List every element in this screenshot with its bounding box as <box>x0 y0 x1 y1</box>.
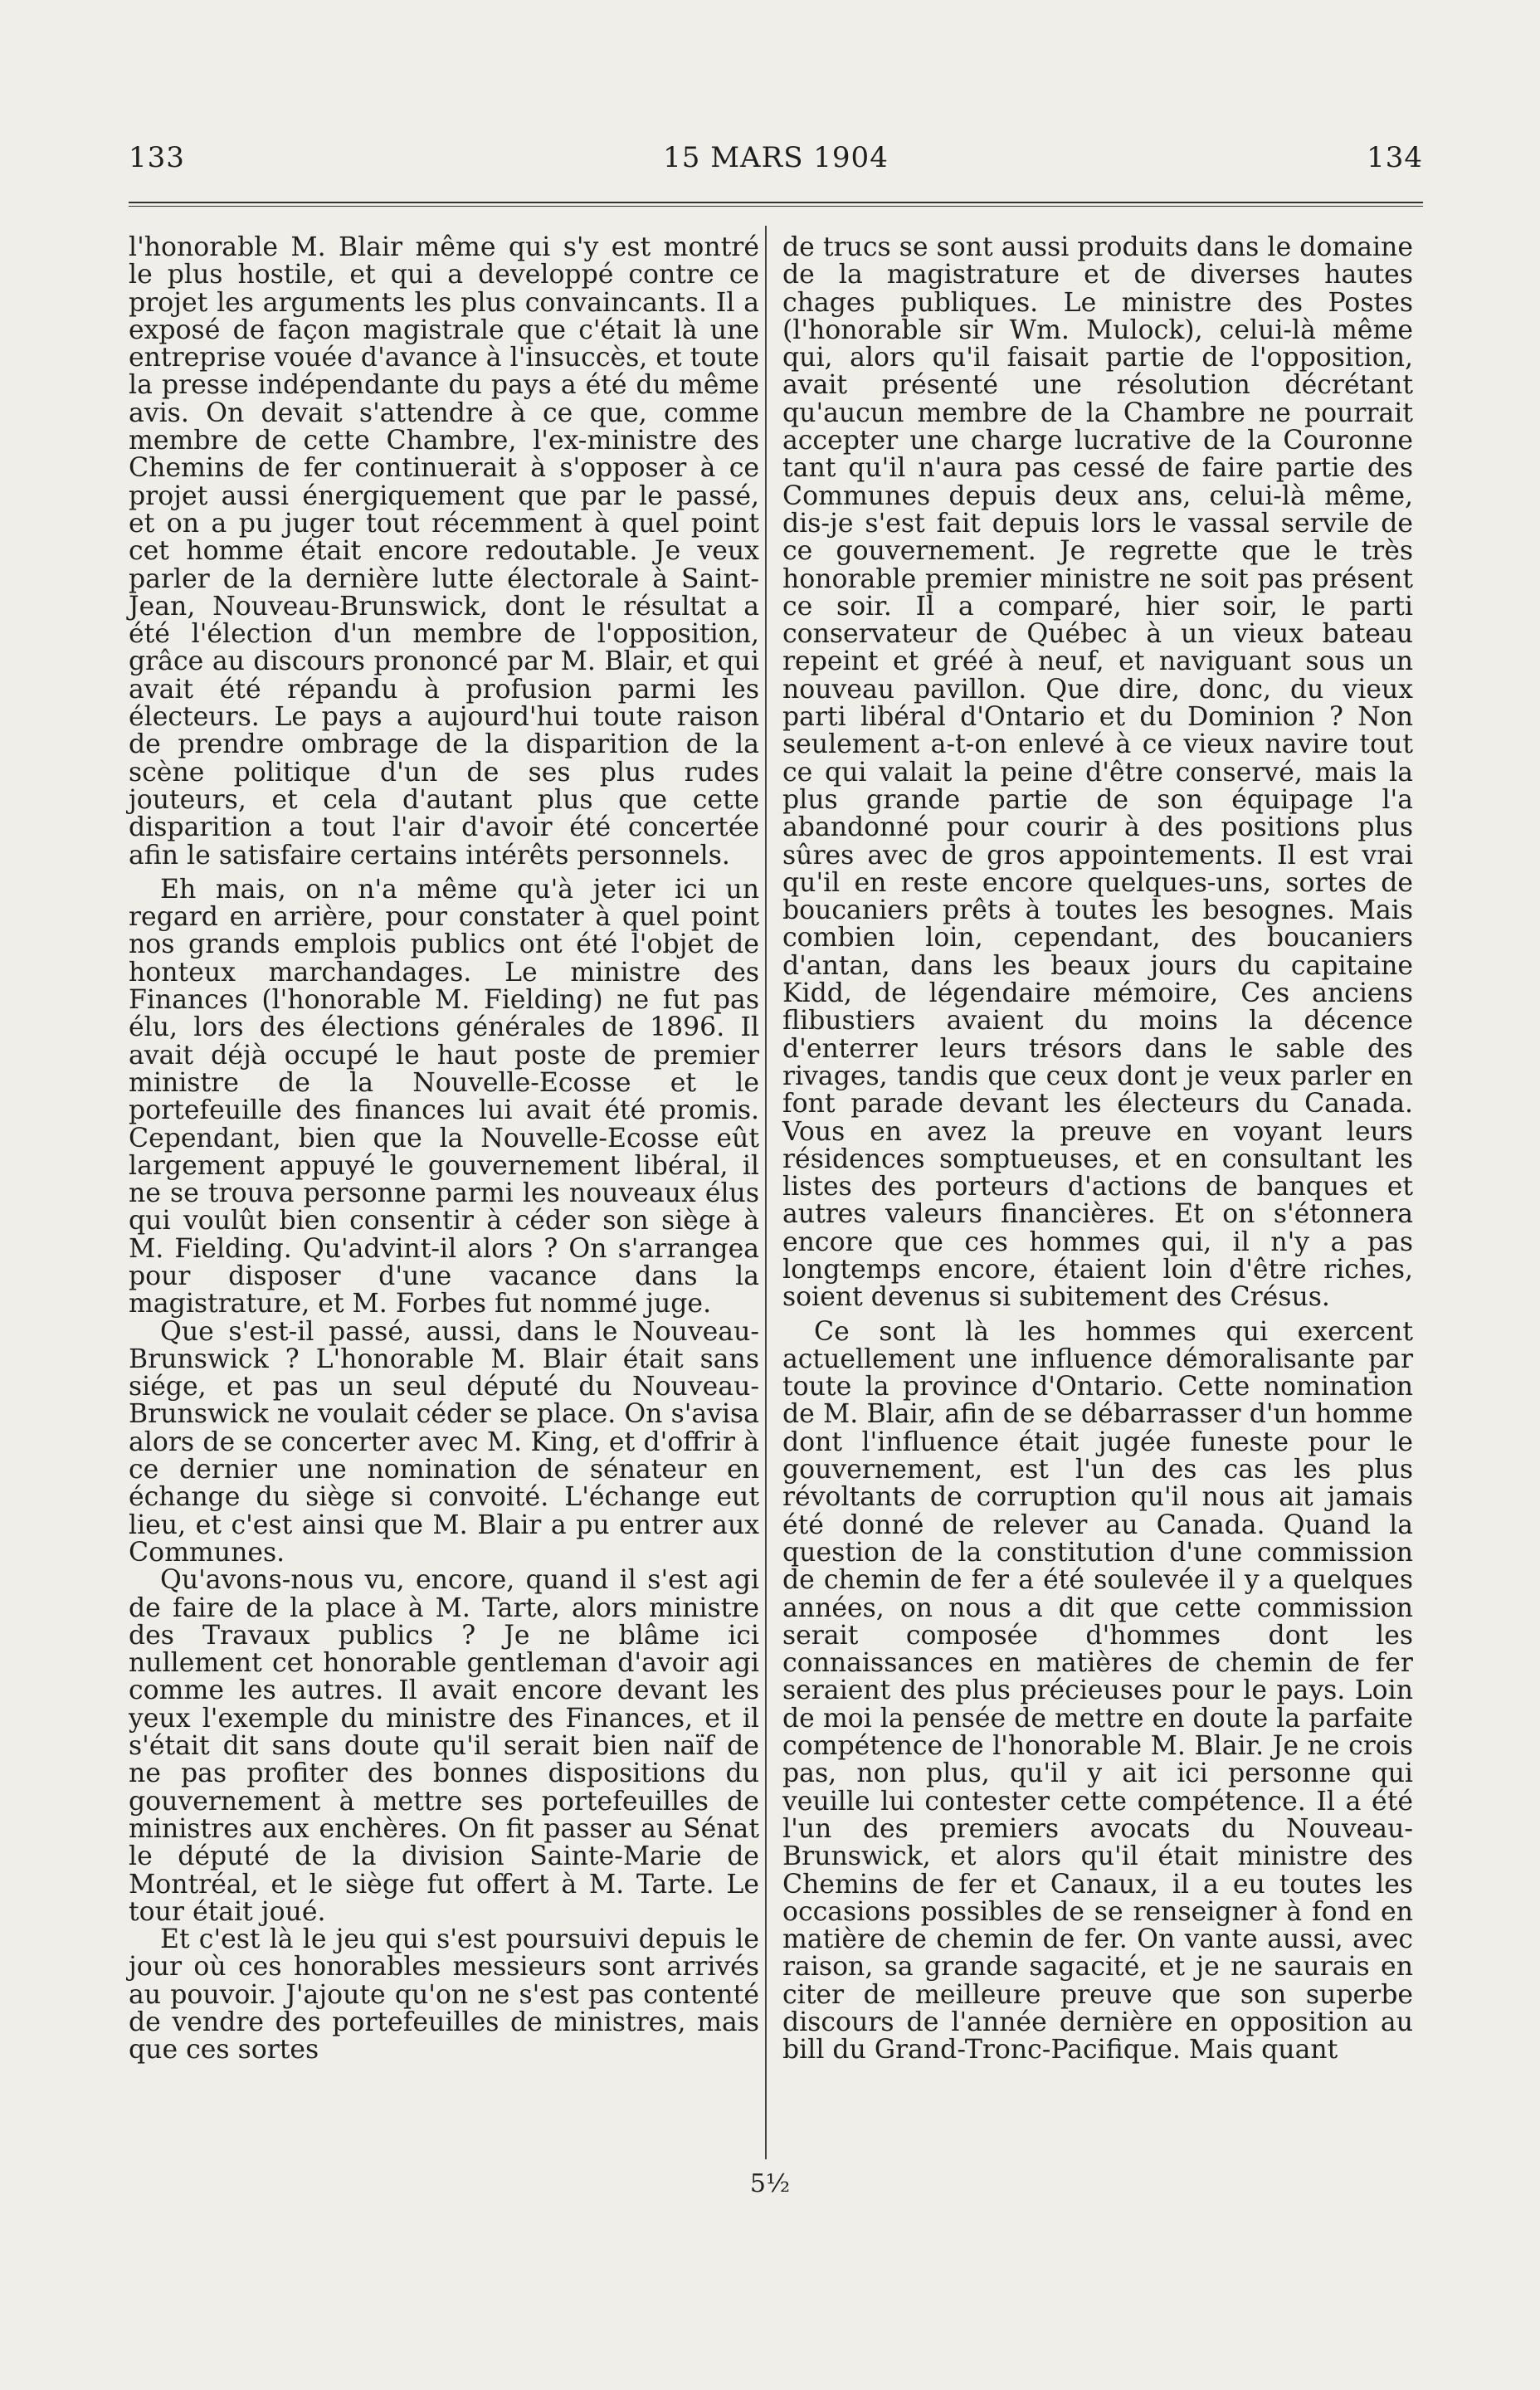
paragraph: Et c'est là le jeu qui s'est poursuivi depuis le jour où ces honorables messieurs sont arrivés au pouvoir. J'ajoute qu'on ne s'est pas contenté de vendre des portefeuilles de ministres, mais que ces sortes <box>129 1924 759 2066</box>
paragraph: Ce sont là les hommes qui exercent actuellement une influence démoralisante par toute la province d'Ontario. Cette nomination de M. Blair, afin de se débarrasser d'un homme dont l'influence était jugée funeste pour le gouvernement, est l'un des cas les plus révoltants de corruption qu'il nous ait jamais été donné de relever au Canada. Quand la question de la constitution d'une commission de chemin de fer a été soulevée il y a quelques années, on nous a dit que cette commission serait composée d'hommes dont les connaissances en matières de chemin de fer seraient des plus précieuses pour le pays. Loin de moi la pensée de mettre en doute la parfaite compétence de l'honorable M. Blair. Je ne crois pas, non plus, qu'il y ait ici personne qui veuille lui contester cette compétence. Il a été l'un des premiers avocats du Nouveau-Brunswick, et alors qu'il était ministre des Chemins de fer et Canaux, il a eu toutes les occasions possibles de se renseigner à fond en matière de chemin de fer. On vante aussi, avec raison, sa grande sagacité, et je ne saurais en citer de meilleure preuve que son superbe discours de l'année dernière en opposition au bill du Grand-Tronc-Pacifique. Mais quant <box>782 1316 1413 2066</box>
signature-mark: 5½ <box>749 2169 791 2198</box>
page-number-left: 133 <box>129 141 185 174</box>
page-number-right: 134 <box>1367 141 1423 174</box>
left-column <box>129 234 759 2065</box>
page-header <box>129 141 1423 183</box>
paragraph: de trucs se sont aussi produits dans le domaine de la magistrature et de diverses hautes chages publiques. Le ministre des Postes (l'honorable sir Wm. Mulock), celui-là même qui, alors qu'il faisait partie de l'opposition, avait présenté une résolution décrétant qu'aucun membre de la Chambre ne pourrait accepter une charge lucrative de la Couronne tant qu'il n'aura pas cessé de faire partie des Communes depuis deux ans, celui-là même, dis-je s'est fait depuis lors le vassal servile de ce gouvernement. Je regrette que le très honorable premier ministre ne soit pas présent ce soir. Il a comparé, hier soir, le parti conservateur de Québec à un vieux bateau repeint et gréé à neuf, et naviguant sous un nouveau pavillon. Que dire, donc, du vieux parti libéral d'Ontario et du Dominion ? Non seulement a-t-on enlevé à ce vieux navire tout ce qui valait la peine d'être conservé, mais la plus grande partie de son équipage l'a abandonné pour courir à des positions plus sûres avec de gros appointements. Il est vrai qu'il en reste encore quelques-uns, sortes de boucaniers prêts à toutes les besognes. Mais combien loin, cependant, des boucaniers d'antan, dans les beaux jours du capitaine Kidd, de légendaire mémoire, Ces anciens flibustiers avaient du moins la décence d'enterrer leurs trésors dans le sable des rivages, tandis que ceux dont je veux parler en font parade devant les électeurs du Canada. Vous en avez la preuve en voyant leurs résidences somptueuses, et en consultant les listes des porteurs d'actions de banques et autres valeurs financières. Et on s'étonnera encore que ces hommes qui, il n'y a pas longtemps encore, étaient loin d'être riches, soient devenus si subitement des Crésus. <box>782 232 1413 1313</box>
header-date: 15 MARS 1904 <box>663 141 889 174</box>
column-divider <box>765 226 767 2159</box>
header-rule <box>129 202 1423 207</box>
paragraph: Que s'est-il passé, aussi, dans le Nouveau-Brunswick ? L'honorable M. Blair était sans siége, et pas un seul député du Nouveau-Brunswick ne voulait céder se place. On s'avisa alors de se concerter avec M. King, et d'offrir à ce dernier une nomination de sénateur en échange du siège si convoité. L'échange eut lieu, et c'est ainsi que M. Blair a pu entrer aux Communes. <box>129 1316 759 1568</box>
paragraph: Qu'avons-nous vu, encore, quand il s'est agi de faire de la place à M. Tarte, alors ministre des Travaux publics ? Je ne blâme ici nullement cet honorable gentleman d'avoir agi comme les autres. Il avait encore devant les yeux l'exemple du ministre des Finances, et il s'était dit sans doute qu'il serait bien naïf de ne pas profiter des bonnes dispositions du gouvernement à mettre ses portefeuilles de ministres aux enchères. On fit passer au Sénat le député de la division Sainte-Marie de Montréal, et le siège fut offert à M. Tarte. Le tour était joué. <box>129 1565 759 1927</box>
paragraph: l'honorable M. Blair même qui s'y est montré le plus hostile, et qui a developpé contre ce projet les arguments les plus convaincants. Il a exposé de façon magistrale que c'était là une entreprise vouée d'avance à l'insuccès, et toute la presse indépendante du pays a été du même avis. On devait s'attendre à ce que, comme membre de cette Chambre, l'ex-ministre des Chemins de fer continuerait à s'opposer à ce projet aussi énergiquement que par le passé, et on a pu juger tout récemment à quel point cet homme était encore redoutable. Je veux parler de la dernière lutte électorale à Saint-Jean, Nouveau-Brunswick, dont le résultat a été l'élection d'un membre de l'opposition, grâce au discours prononcé par M. Blair, et qui avait été répandu à profusion parmi les électeurs. Le pays a aujourd'hui toute raison de prendre ombrage de la disparition de la scène politique d'un de ses plus rudes jouteurs, et cela d'autant plus que cette disparition a tout l'air d'avoir été concertée afin le satisfaire certains intérêts personnels. <box>129 232 759 871</box>
right-column <box>782 234 1413 2065</box>
paragraph: Eh mais, on n'a même qu'à jeter ici un regard en arrière, pour constater à quel point nos grands emplois publics ont été l'objet de honteux marchandages. Le ministre des Finances (l'honorable M. Fielding) ne fut pas élu, lors des élections générales de 1896. Il avait déjà occupé le haut poste de premier ministre de la Nouvelle-Ecosse et le portefeuille des finances lui avait été promis. Cependant, bien que la Nouvelle-Ecosse eût largement appuyé le gouvernement libéral, il ne se trouva personne parmi les nouveaux élus qui voulût bien consentir à céder son siège à M. Fielding. Qu'advint-il alors ? On s'arrangea pour disposer d'une vacance dans la magistrature, et M. Forbes fut nommé juge. <box>129 874 759 1319</box>
